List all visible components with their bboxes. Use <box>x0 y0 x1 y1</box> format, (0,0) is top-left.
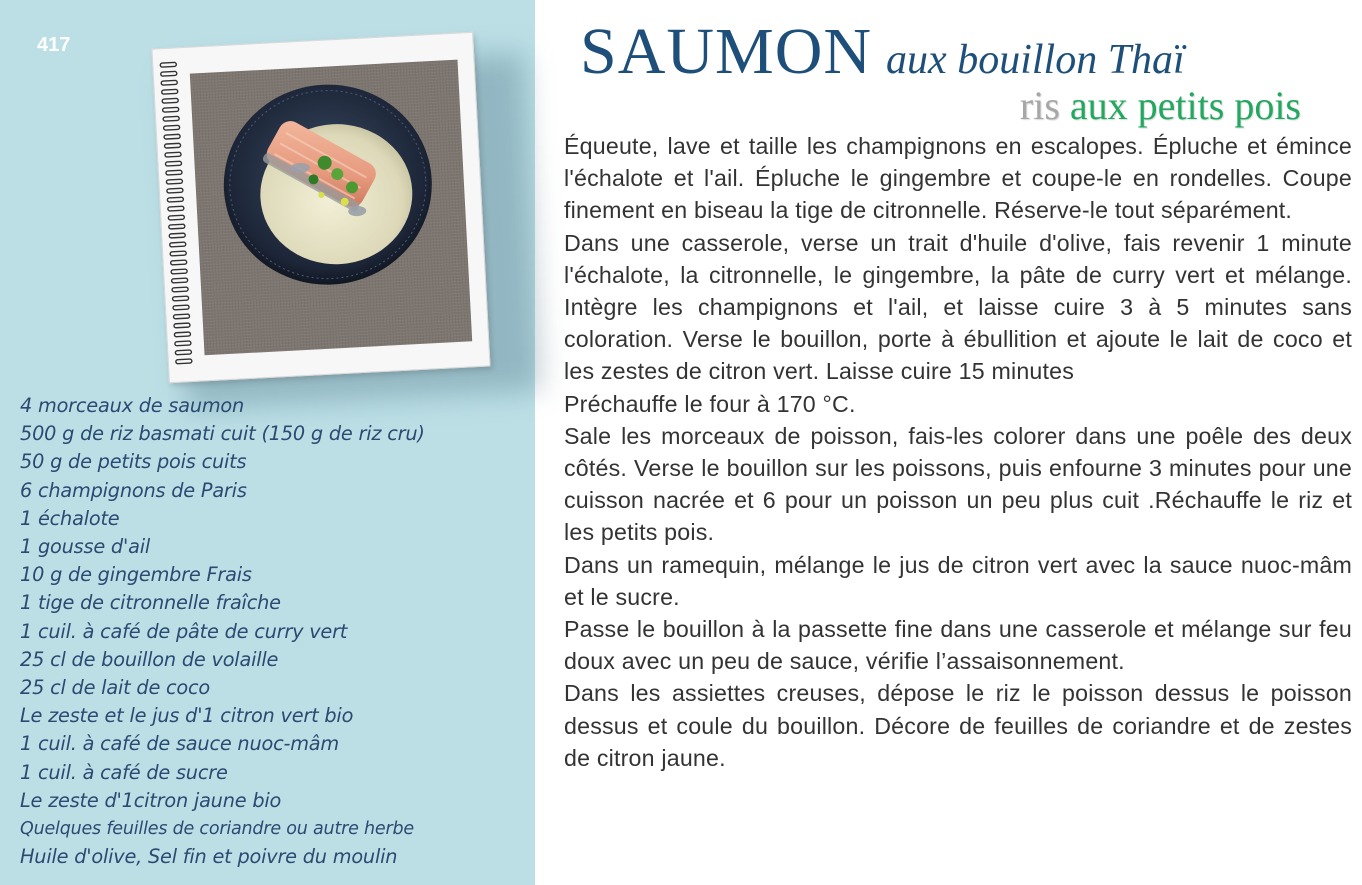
instruction-step: Dans un ramequin, mélange le jus de citron vert avec la sauce nuoc-mâm et le sucre. <box>564 551 1352 610</box>
ingredient-item: 1 cuil. à café de sauce nuoc-mâm <box>20 732 340 756</box>
ingredient-item: 1 tige de citronnelle fraîche <box>20 591 281 615</box>
salmon-bowl-image <box>190 60 472 356</box>
instruction-step: Préchauffe le four à 170 °C. <box>564 390 856 417</box>
instruction-step: Équeute, lave et taille les champignons en escalopes. Épluche et émince l'échalote et l'ail. Épluche le gingembre et coupe-le en rondelles. Coupe finement en biseau la tige de citronnelle. Réserve-le tout séparément. <box>564 133 1352 224</box>
ingredient-list <box>20 392 525 871</box>
page-number: 417 <box>37 34 71 56</box>
ingredient-item: 1 gousse d'ail <box>20 535 151 559</box>
subtitle-word-petits-pois: aux petits pois <box>1069 83 1301 128</box>
ingredient-item: Le zeste et le jus d'1 citron vert bio <box>20 704 354 728</box>
ingredients-panel <box>0 0 535 885</box>
ingredient-item: 10 g de gingembre Frais <box>20 563 252 587</box>
recipe-title-main: SAUMON <box>580 15 873 88</box>
ingredient-item: 6 champignons de Paris <box>20 478 247 502</box>
instruction-step: Passe le bouillon à la passette fine dans une casserole et mélange sur feu doux avec un peu de sauce, vérifie l’assaisonnement. <box>564 616 1352 675</box>
instruction-step: Dans les assiettes creuses, dépose le riz le poisson dessus le poisson dessus et coule du bouillon. Décore de feuilles de coriandre et de zestes de citron jaune. <box>564 680 1352 771</box>
instruction-step: Dans une casserole, verse un trait d'huile d'olive, fais revenir 1 minute l'échalote, la citronnelle, le gingembre, la pâte de curry vert et mélange. Intègre les champignons et l'ail, et laisse cuire 3 à 5 minutes sans coloration. Verse le bouillon, porte à ébullition et ajoute le lait de coco et les zestes de citron vert. Laisse cuire 15 minutes <box>564 229 1352 385</box>
recipe-title <box>580 14 1185 90</box>
ingredient-item: 1 cuil. à café de sucre <box>20 760 228 784</box>
ingredient-item: 500 g de riz basmati cuit (150 g de riz cru) <box>20 422 425 446</box>
dish-photo <box>190 60 472 356</box>
ingredient-item: 1 échalote <box>20 506 120 530</box>
instructions <box>564 130 1352 774</box>
notebook-photo <box>151 32 490 383</box>
instruction-step: Sale les morceaux de poisson, fais-les colorer dans une poêle des deux côtés. Verse le bouillon sur les poissons, puis enfourne 3 minutes pour une cuisson nacrée et 6 pour un poisson un peu plus cuit .Réchauffe le riz et les petits pois. <box>564 422 1352 546</box>
spiral-binding-icon <box>157 58 195 371</box>
ingredient-item: Huile d'olive, Sel fin et poivre du moulin <box>20 845 398 869</box>
ingredient-item: 1 cuil. à café de pâte de curry vert <box>20 619 348 643</box>
recipe-subtitle <box>1020 82 1301 129</box>
ingredient-item: 25 cl de lait de coco <box>20 676 211 700</box>
recipe-title-sub: aux bouillon Thaï <box>886 37 1185 83</box>
ingredient-item: 4 morceaux de saumon <box>20 394 245 417</box>
subtitle-word-ris: ris <box>1019 83 1060 128</box>
ingredient-item: 25 cl de bouillon de volaille <box>20 647 279 671</box>
ingredient-item: 50 g de petits pois cuits <box>20 450 247 474</box>
ingredient-item: Quelques feuilles de coriandre ou autre herbe <box>20 819 414 840</box>
ingredient-item: Le zeste d'1citron jaune bio <box>20 788 282 812</box>
